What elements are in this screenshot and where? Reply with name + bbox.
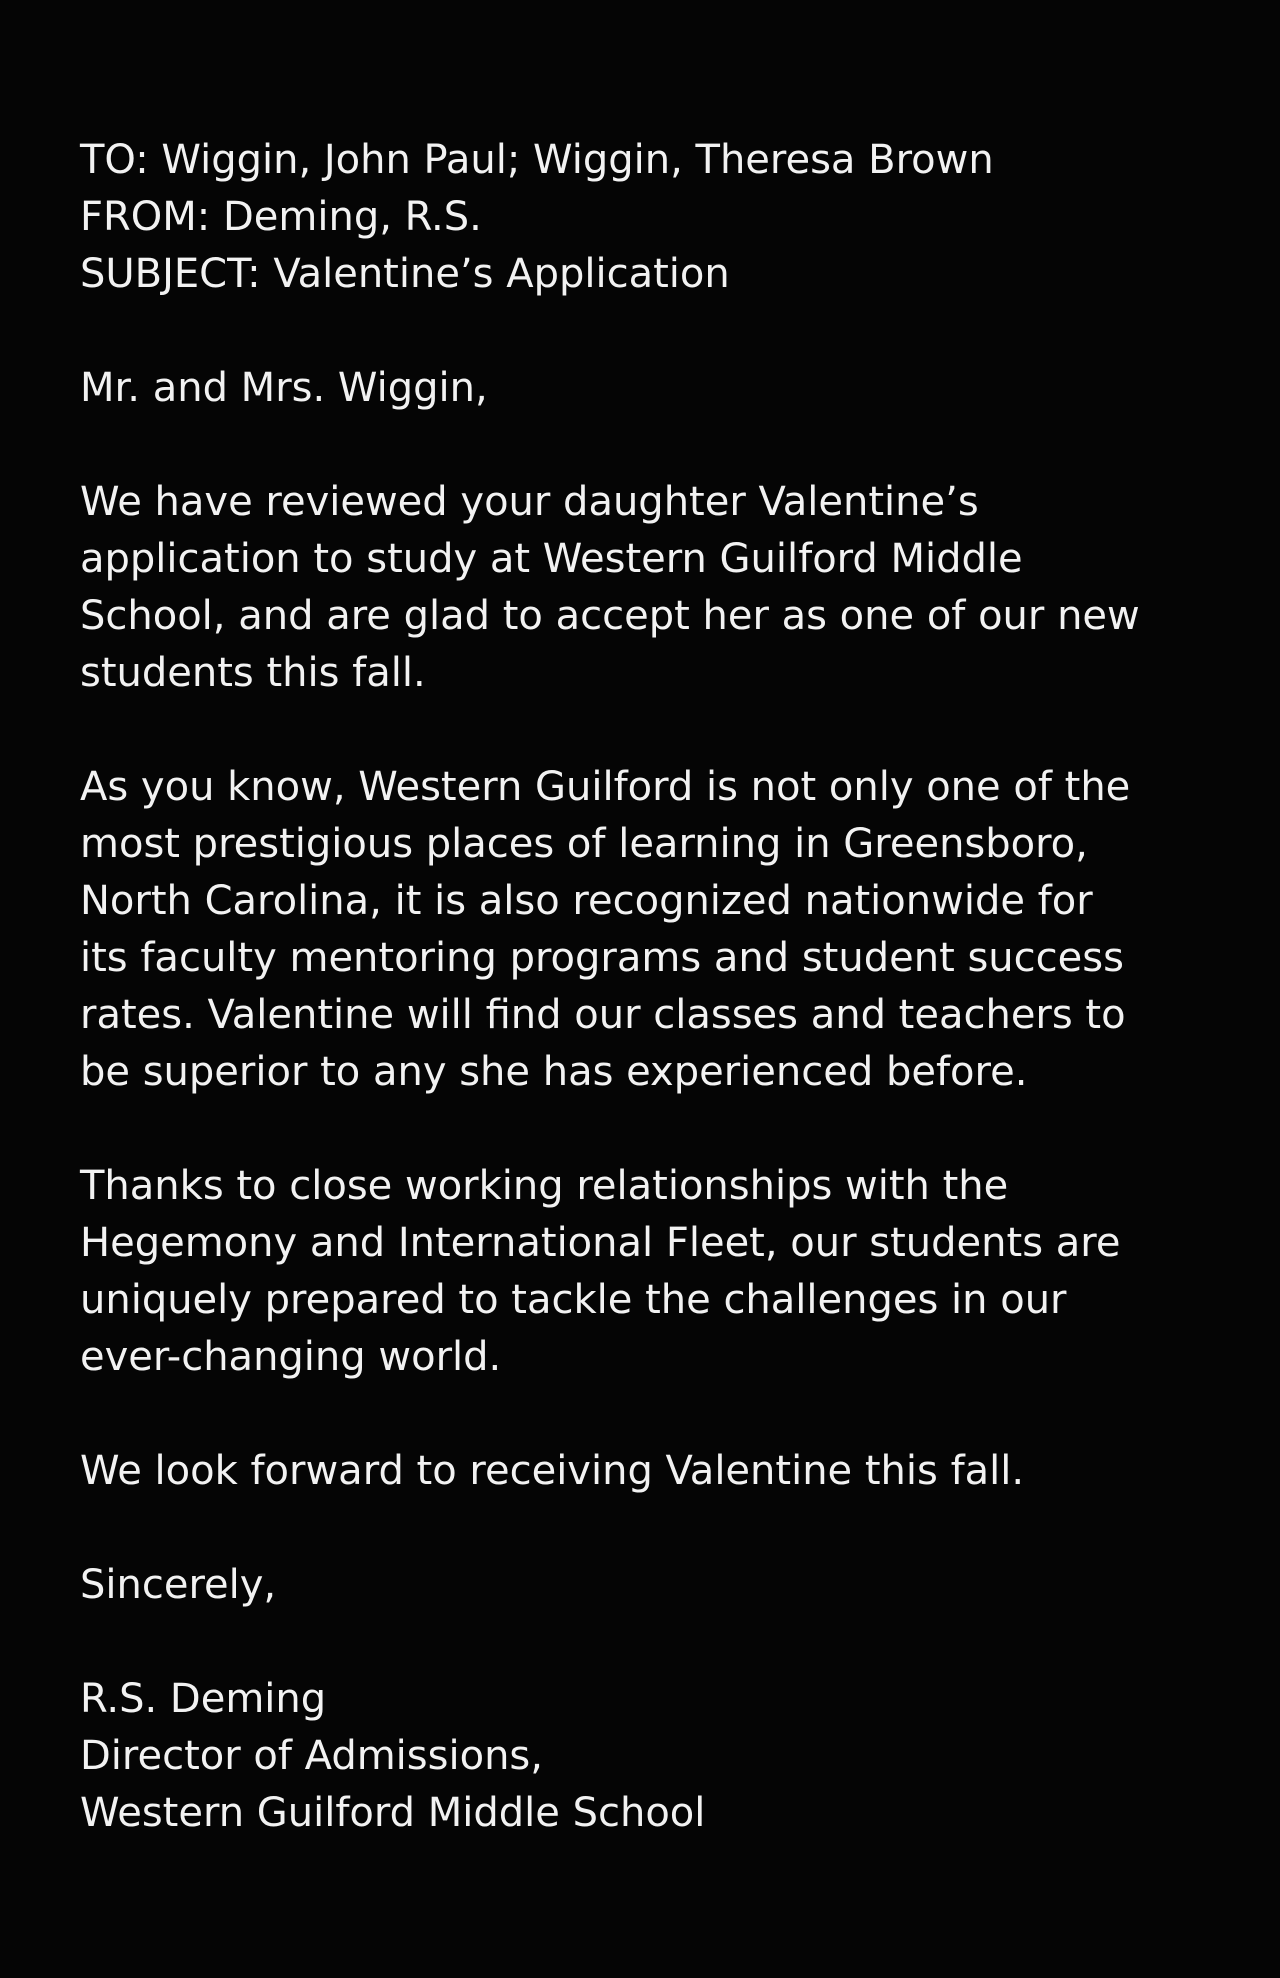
paragraph-line: application to study at Western Guilford Middle	[80, 536, 1023, 582]
paragraph-line: Thanks to close working relationships with the	[80, 1163, 1009, 1209]
paragraph-line: ever-changing world.	[80, 1334, 502, 1380]
closing: Sincerely,	[80, 1562, 277, 1608]
paragraph-line: uniquely prepared to tackle the challenges in our	[80, 1277, 1067, 1323]
paragraph-line: be superior to any she has experienced before.	[80, 1049, 1028, 1095]
admission-letter	[80, 132, 1220, 1842]
signature-block	[80, 1671, 1220, 1842]
spacer	[80, 1386, 1220, 1443]
paragraph-relationships	[80, 1158, 1220, 1386]
memo-header	[80, 132, 1220, 303]
paragraph-line: North Carolina, it is also recognized nationwide for	[80, 878, 1093, 924]
spacer	[80, 1101, 1220, 1158]
salutation: Mr. and Mrs. Wiggin,	[80, 365, 488, 411]
paragraph-line: most prestigious places of learning in Greensboro,	[80, 821, 1088, 867]
paragraph-line: School, and are glad to accept her as one of our new	[80, 593, 1140, 639]
spacer	[80, 303, 1220, 360]
signature-org: Western Guilford Middle School	[80, 1790, 706, 1836]
paragraph-line: rates. Valentine will find our classes and teachers to	[80, 992, 1126, 1038]
memo-from: FROM: Deming, R.S.	[80, 194, 482, 240]
paragraph-closing-note	[80, 1443, 1220, 1500]
paragraph-line: its faculty mentoring programs and student success	[80, 935, 1124, 981]
paragraph-line: We look forward to receiving Valentine this fall.	[80, 1448, 1025, 1494]
paragraph-line: As you know, Western Guilford is not only one of the	[80, 764, 1131, 810]
signature-name: R.S. Deming	[80, 1676, 327, 1722]
memo-subject: SUBJECT: Valentine’s Application	[80, 251, 730, 297]
paragraph-line: Hegemony and International Fleet, our students are	[80, 1220, 1121, 1266]
spacer	[80, 1500, 1220, 1557]
paragraph-school-info	[80, 759, 1220, 1101]
signature-title: Director of Admissions,	[80, 1733, 543, 1779]
spacer	[80, 1614, 1220, 1671]
paragraph-acceptance	[80, 474, 1220, 702]
paragraph-line: We have reviewed your daughter Valentine’s	[80, 479, 979, 525]
spacer	[80, 417, 1220, 474]
spacer	[80, 702, 1220, 759]
paragraph-line: students this fall.	[80, 650, 426, 696]
memo-to: TO: Wiggin, John Paul; Wiggin, Theresa Brown	[80, 137, 994, 183]
